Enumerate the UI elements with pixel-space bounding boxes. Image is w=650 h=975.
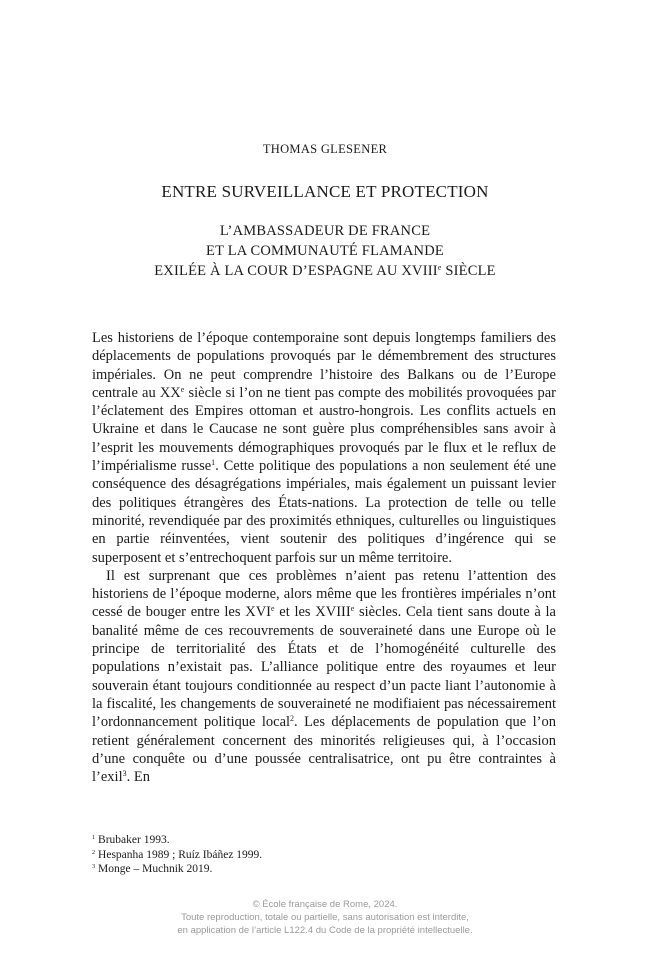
- paragraph: [92, 567, 556, 787]
- subtitle-line: [0, 261, 650, 281]
- ordinal-superscript: e: [180, 385, 185, 395]
- copyright-line: Toute reproduction, totale ou partielle, sans autorisation est interdite,: [181, 912, 469, 923]
- body-text: [92, 329, 556, 786]
- paragraph: [92, 329, 556, 567]
- article-subtitle: [0, 221, 650, 281]
- copyright-line: © École française de Rome, 2024.: [252, 899, 398, 910]
- footnote-ref[interactable]: 3: [122, 769, 127, 779]
- paragraph-text: . En: [126, 769, 150, 786]
- footnote-ref[interactable]: 1: [211, 458, 216, 468]
- footnote-number: 1: [92, 834, 96, 842]
- author-name: THOMAS GLESENER: [262, 142, 388, 156]
- paragraph-text: et les XVIII: [274, 604, 351, 621]
- footnote: [92, 848, 556, 863]
- footnote: [92, 862, 556, 877]
- paragraph-text: Il est surprenant que ces problèmes n’aient pas retenu l’attention des historiens de l’époque moderne, alors même que les frontières impériales n’ont cessé de bouger entre les XVI: [92, 567, 556, 621]
- ordinal-superscript: e: [350, 604, 355, 614]
- footnote-number: 2: [92, 848, 96, 856]
- paragraph-text: . Cette politique des populations a non seulement été une conséquence des désagrégations impériales, mais également un puissant levier des politiques étrangères des États-nations. La protection de telle ou telle minorité, revendiquée par des proximités ethniques, culturelles ou linguistiques en partie réinventées, vient soutenir des politiques d’ingérence qui se superposent et s’entrechoquent parfois sur un même territoire.: [92, 458, 557, 566]
- subtitle-text: EXILÉE À LA COUR D’ESPAGNE AU XVIII: [154, 263, 438, 279]
- ordinal-superscript: e: [271, 604, 275, 614]
- footnote-ref[interactable]: 2: [290, 714, 295, 724]
- article-title: ENTRE SURVEILLANCE ET PROTECTION: [161, 182, 489, 201]
- subtitle-text: SIÈCLE: [441, 263, 496, 279]
- copyright-line: en application de l’article L122.4 du Code de la propriété intellectuelle.: [177, 925, 473, 936]
- copyright-notice: [0, 898, 650, 937]
- paragraph-text: siècles. Cela tient sans doute à la banalité même de ces recouvrements de souveraineté dans une Europe où le principe de territorialité des États et de l’homogénéité culturelle des populations n’existait pas. L’alliance politique entre des royaumes et leur souverain étant toujours conditionnée au respect d’un pacte liant l’autonomie à la fiscalité, les changements de souveraineté ne modifiaient pas nécessairement l’ordonnancement politique local: [92, 604, 556, 731]
- footnotes: [92, 833, 556, 877]
- footnote-text: Brubaker 1993.: [95, 834, 170, 846]
- subtitle-line: L’AMBASSADEUR DE FRANCE: [219, 223, 431, 239]
- footnote-text: Monge – Muchnik 2019.: [95, 863, 213, 875]
- footnote-number: 3: [92, 863, 96, 871]
- footnote: [92, 833, 556, 848]
- paragraph-text: siècle si l’on ne tient pas compte des mobilités provoquées par l’éclatement des Empires ottoman et austro-hongrois. Les conflits actuels en Ukraine et dans le Caucase ne sont guère plus compréhensibles sans avoir à l’esprit les mouvements démographiques provoqués par le flux et le reflux de l’impérialisme russe: [92, 384, 556, 475]
- ordinal-superscript: e: [437, 263, 442, 273]
- subtitle-line: ET LA COMMUNAUTÉ FLAMANDE: [206, 243, 444, 259]
- paragraph-text: Les historiens de l’époque contemporaine sont depuis longtemps familiers des déplacements de populations provoqués par le démembrement des structures impériales. On ne peut comprendre l’histoire des Balkans ou de l’Europe centrale au XX: [92, 330, 556, 401]
- paragraph-text: . Les déplacements de population que l’on retient généralement concernent des minorités religieuses qui, à l’occasion d’une conquête ou d’une poussée centralisatrice, ont pu être contraintes à l’exil: [92, 714, 556, 786]
- footnote-text: Hespanha 1989 ; Ruíz Ibáñez 1999.: [95, 848, 263, 861]
